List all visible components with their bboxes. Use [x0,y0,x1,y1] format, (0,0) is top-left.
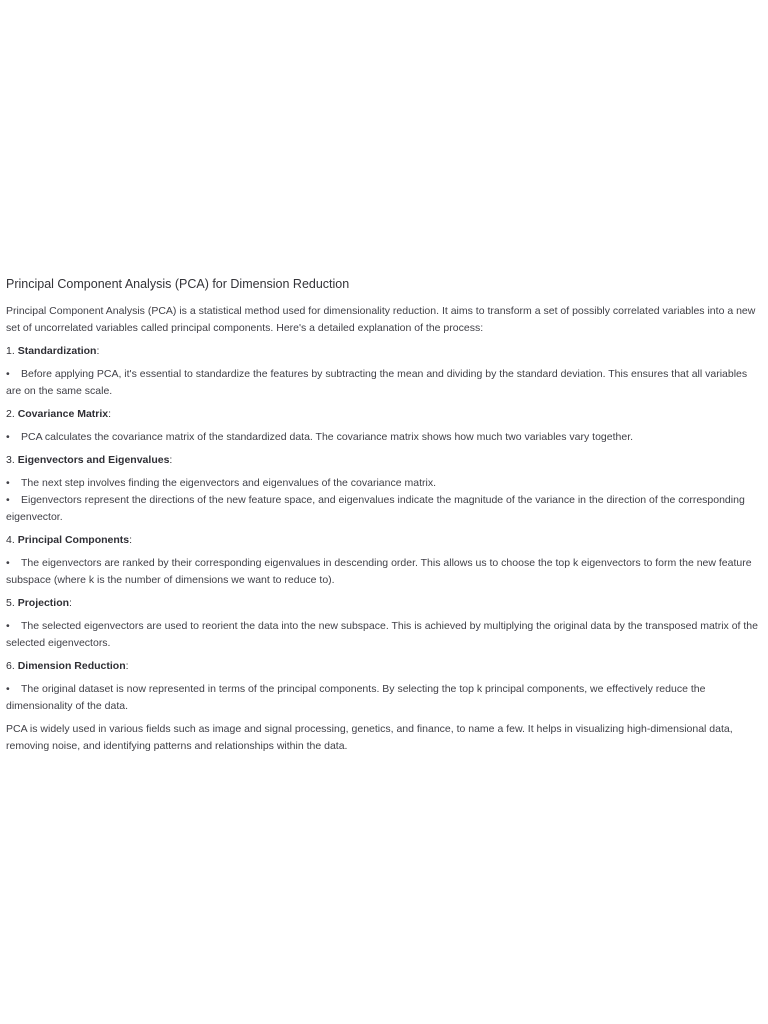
bullet-text: The next step involves finding the eigenvectors and eigenvalues of the covariance matrix. [21,477,436,489]
intro-paragraph: Principal Component Analysis (PCA) is a statistical method used for dimensionality reduction. It aims to transform a set of possibly correlated variables into a new set of uncorrelated variables called principal components. Here's a detailed explanation of the process: [6,305,756,334]
section-heading [6,532,760,549]
bullet-text: Eigenvectors represent the directions of the new feature space, and eigenvalues indicate the magnitude of the variance in the direction of the corresponding eigenvector. [6,494,745,523]
bullet-icon: • [6,557,10,569]
section-heading [6,406,760,423]
section-number: 4. [6,534,15,546]
outro-paragraph: PCA is widely used in various fields such as image and signal processing, genetics, and finance, to name a few. It helps in visualizing high-dimensional data, removing noise, and identifying patterns and relationships within the data. [6,723,733,752]
bullet-icon: • [6,477,10,489]
section-heading [6,343,760,360]
section-label: Projection [17,597,70,609]
list-item [6,475,760,492]
list-item [6,492,760,526]
sections-container [6,343,760,715]
bullet-list [6,681,760,715]
bullet-text: The original dataset is now represented in terms of the principal components. By selecting the top k principal components, we effectively reduce the dimensionality of the data. [6,683,706,712]
section-heading [6,452,760,469]
bullet-text: Before applying PCA, it's essential to standardize the features by subtracting the mean and dividing by the standard deviation. This ensures that all variables are on the same scale. [6,368,748,397]
bullet-list [6,366,760,400]
section-number: 5. [6,597,15,609]
bullet-icon: • [6,683,10,695]
section-number: 2. [6,408,15,420]
section-suffix: : [69,597,72,609]
bullet-text: The selected eigenvectors are used to reorient the data into the new subspace. This is achieved by multiplying the original data by the transposed matrix of the selected eigenvectors. [6,620,758,649]
section-label: Covariance Matrix [17,408,109,420]
bullet-icon: • [6,494,10,506]
list-item [6,366,760,400]
section-suffix: : [108,408,112,420]
section-number: 1. [6,345,15,357]
bullet-text: The eigenvectors are ranked by their corresponding eigenvalues in descending order. This allows us to choose the top k eigenvectors to form the new feature subspace (where k is the number of dimensions we want to reduce to). [6,557,752,586]
section-label: Dimension Reduction [17,660,126,672]
bullet-list [6,618,760,652]
section-heading [6,595,760,612]
bullet-text: PCA calculates the covariance matrix of the standardized data. The covariance matrix shows how much two variables vary together. [21,431,634,443]
bullet-icon: • [6,620,10,632]
page-title: Principal Component Analysis (PCA) for Dimension Reduction [6,277,350,291]
list-item [6,555,760,589]
document-body [6,275,760,755]
list-item [6,429,760,446]
bullet-icon: • [6,368,10,380]
bullet-list [6,555,760,589]
section-number: 6. [6,660,15,672]
section-number: 3. [6,454,15,466]
bullet-icon: • [6,431,10,443]
section-label: Principal Components [17,534,130,546]
list-item [6,681,760,715]
section-suffix: : [169,454,173,466]
section-suffix: : [129,534,133,546]
bullet-list [6,429,760,446]
section-suffix: : [125,660,129,672]
section-heading [6,658,760,675]
section-label: Standardization [17,345,97,357]
section-label: Eigenvectors and Eigenvalues [17,454,170,466]
list-item [6,618,760,652]
section-suffix: : [96,345,100,357]
bullet-list [6,475,760,526]
